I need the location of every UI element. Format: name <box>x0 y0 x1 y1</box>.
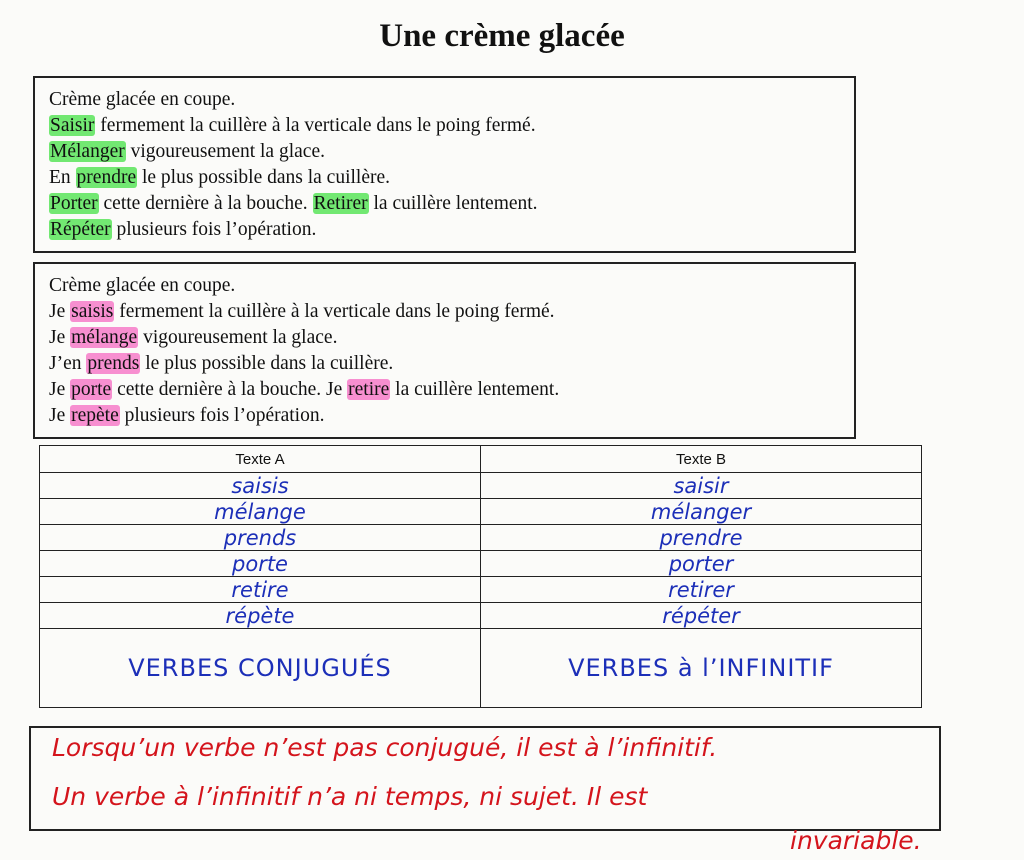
infinitive-verb: Mélanger <box>50 141 125 162</box>
handwritten-verb-b: mélanger <box>481 499 922 525</box>
handwritten-verb-b: saisir <box>481 473 922 499</box>
page-title: Une crème glacée <box>379 18 625 54</box>
table-row <box>40 499 922 525</box>
line-text: Je <box>49 405 71 426</box>
table-caption-row <box>40 629 922 708</box>
handwritten-verb-a: retire <box>40 577 481 603</box>
conjugated-verb: saisis <box>71 301 114 322</box>
text-a-line <box>49 191 854 217</box>
text-a-line <box>49 139 854 165</box>
column-header-texte-a: Texte A <box>40 446 481 473</box>
table-row <box>40 473 922 499</box>
conjugated-verb: repète <box>71 405 119 426</box>
line-text: Je <box>49 327 71 348</box>
line-text: vigoureusement la glace. <box>125 141 325 162</box>
line-text: la cuillère lentement. <box>368 193 538 214</box>
handwritten-verb-b: répéter <box>481 603 922 629</box>
text-b-line <box>49 299 854 325</box>
text-b-box <box>33 262 856 439</box>
column-header-texte-b: Texte B <box>481 446 922 473</box>
line-text: le plus possible dans la cuillère. <box>140 353 394 374</box>
text-a-line <box>49 87 854 113</box>
line-text: plusieurs fois l’opération. <box>111 219 317 240</box>
text-b-line <box>49 273 854 299</box>
handwritten-verb-b: porter <box>481 551 922 577</box>
text-a-line <box>49 113 854 139</box>
handwritten-verb-b: retirer <box>481 577 922 603</box>
line-text: la cuillère lentement. <box>390 379 560 400</box>
handwritten-verb-a: mélange <box>40 499 481 525</box>
text-a-line <box>49 165 854 191</box>
table-header-row <box>40 446 922 473</box>
rule-line: Lorsqu’un verbe n’est pas conjugué, il est à l’infinitif. <box>52 733 718 762</box>
conjugated-verb: prends <box>87 353 140 374</box>
line-text: fermement la cuillère à la verticale dans le poing fermé. <box>114 301 555 322</box>
caption-infinitive: VERBES à l’INFINITIF <box>481 629 922 708</box>
caption-conjugated: VERBES CONJUGUÉS <box>40 629 481 708</box>
line-text: Je <box>49 379 71 400</box>
line-text: Je <box>49 301 71 322</box>
line-text: Crème glacée en coupe. <box>49 89 236 110</box>
line-text: le plus possible dans la cuillère. <box>137 167 391 188</box>
text-b-line <box>49 351 854 377</box>
line-text: cette dernière à la bouche. <box>98 193 313 214</box>
line-text: plusieurs fois l’opération. <box>119 405 325 426</box>
handwritten-verb-a: saisis <box>40 473 481 499</box>
infinitive-verb: Porter <box>50 193 98 214</box>
infinitive-verb: prendre <box>76 167 137 188</box>
handwritten-verb-a: répète <box>40 603 481 629</box>
line-text: vigoureusement la glace. <box>138 327 338 348</box>
conjugated-verb: porte <box>71 379 112 400</box>
text-a-line <box>49 217 854 243</box>
infinitive-verb: Saisir <box>50 115 95 136</box>
handwritten-verb-a: prends <box>40 525 481 551</box>
handwritten-verb-b: prendre <box>481 525 922 551</box>
text-a-box <box>33 76 856 253</box>
conjugated-verb: retire <box>348 379 390 400</box>
line-text: En <box>49 167 76 188</box>
line-text: fermement la cuillère à la verticale dans le poing fermé. <box>95 115 536 136</box>
text-b-line <box>49 325 854 351</box>
table-row <box>40 551 922 577</box>
infinitive-verb: Retirer <box>313 193 368 214</box>
line-text: cette dernière à la bouche. Je <box>112 379 348 400</box>
rule-line: invariable. <box>790 826 922 855</box>
handwritten-verb-a: porte <box>40 551 481 577</box>
rule-line: Un verbe à l’infinitif n’a ni temps, ni sujet. Il est <box>52 782 648 811</box>
table-row <box>40 603 922 629</box>
line-text: J’en <box>49 353 87 374</box>
line-text: Crème glacée en coupe. <box>49 275 236 296</box>
table-row <box>40 525 922 551</box>
text-b-line <box>49 377 854 403</box>
infinitive-verb: Répéter <box>50 219 111 240</box>
table-row <box>40 577 922 603</box>
conjugated-verb: mélange <box>71 327 138 348</box>
text-b-line <box>49 403 854 429</box>
verb-table <box>39 445 922 708</box>
